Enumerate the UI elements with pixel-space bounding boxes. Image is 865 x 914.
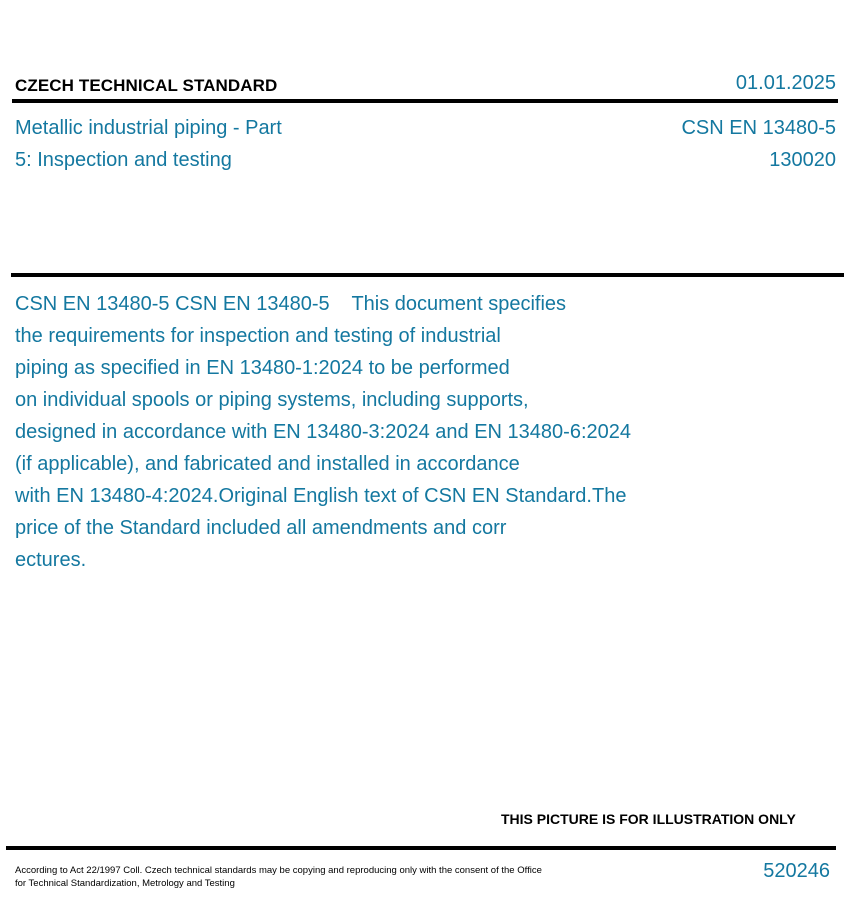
standard-title-line-1: Metallic industrial piping - Part: [15, 117, 282, 139]
description-line: the requirements for inspection and testing of industrial: [15, 325, 501, 347]
document-type-label: CZECH TECHNICAL STANDARD: [15, 76, 278, 95]
standard-number: CSN EN 13480-5: [681, 117, 836, 139]
description-line: on individual spools or piping systems, including supports,: [15, 389, 529, 411]
legal-line: for Technical Standardization, Metrology and Testing: [15, 878, 235, 889]
publication-date: 01.01.2025: [735, 72, 836, 94]
description-line: (if applicable), and fabricated and installed in accordance: [15, 453, 520, 475]
standard-title-line-2: 5: Inspection and testing: [15, 149, 232, 171]
illustration-notice: THIS PICTURE IS FOR ILLUSTRATION ONLY: [501, 811, 796, 827]
description-line: ectures.: [15, 549, 87, 571]
description-line: piping as specified in EN 13480-1:2024 to be performed: [15, 357, 510, 379]
description-line: with EN 13480-4:2024.Original English text of CSN EN Standard.The: [15, 485, 627, 507]
footer-divider: [6, 846, 836, 850]
description-line: CSN EN 13480-5 CSN EN 13480-5 This document specifies: [15, 293, 567, 315]
legal-notice: [15, 864, 595, 890]
title-divider: [11, 273, 844, 277]
description-line: price of the Standard included all amendments and corr: [15, 517, 507, 539]
classification-code: 130020: [769, 149, 836, 171]
standard-description: [15, 288, 715, 576]
header-divider: [12, 99, 838, 103]
description-line: designed in accordance with EN 13480-3:2024 and EN 13480-6:2024: [15, 421, 631, 443]
legal-line: According to Act 22/1997 Coll. Czech technical standards may be copying and reproducing only with the consent of the Office: [15, 865, 542, 876]
catalog-number: 520246: [763, 860, 830, 882]
